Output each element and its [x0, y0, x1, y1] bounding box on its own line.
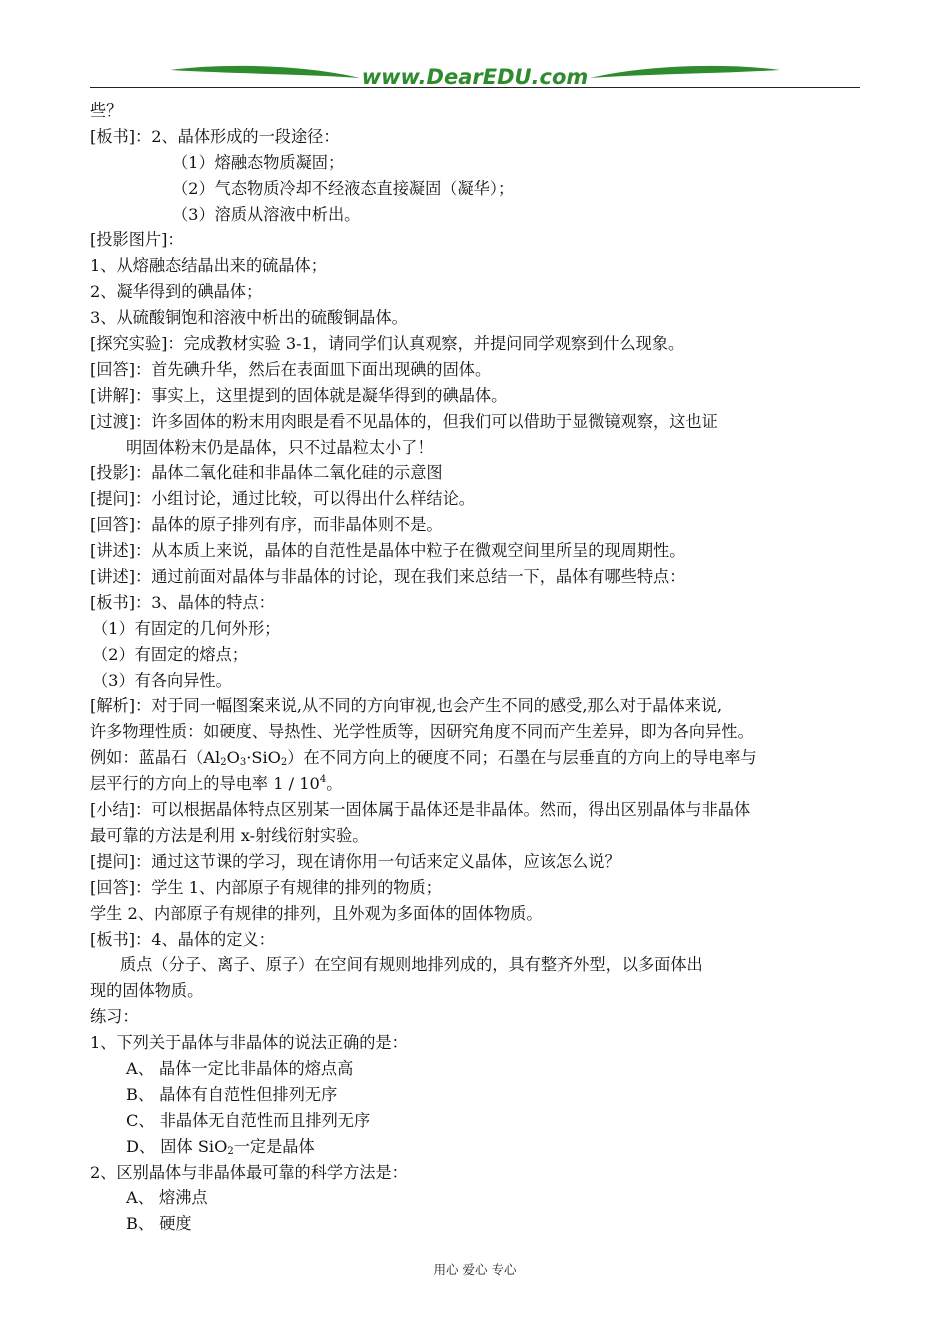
text-line: [探究实验]：完成教材实验 3-1，请同学们认真观察，并提问同学观察到什么现象。 [90, 334, 685, 354]
left-swoosh-icon [170, 66, 360, 78]
text-line: （1）有固定的几何外形； [92, 618, 281, 638]
text-segment: O [226, 748, 240, 768]
text-line: 3、从硫酸铜饱和溶液中析出的硫酸铜晶体。 [90, 308, 408, 328]
text-line: [投影图片]： [90, 230, 184, 250]
header-rule [90, 87, 860, 88]
text-segment: 层平行的方向上的导电率 1 / 10 [90, 774, 320, 794]
option-line: A、 熔沸点 [126, 1188, 208, 1208]
option-line: B、 硬度 [126, 1214, 192, 1234]
text-line: 练习： [90, 1007, 139, 1027]
swoosh-logo [90, 58, 860, 94]
site-name: www.DearEDU.com [361, 65, 589, 89]
subscript: 3 [239, 757, 247, 769]
text-line: [回答]：学生 1、内部原子有规律的排列的物质； [90, 877, 442, 897]
text-line: （1）熔融态物质凝固； [172, 152, 345, 172]
subscript: 2 [227, 1145, 234, 1157]
text-line: 2、凝华得到的碘晶体； [90, 282, 263, 302]
option-line: B、 晶体有自范性但排列无序 [126, 1084, 338, 1104]
text-line: [讲解]：事实上，这里提到的固体就是凝华得到的碘晶体。 [90, 385, 508, 405]
subscript: 2 [220, 757, 227, 769]
text-segment: ）在不同方向上的硬度不同；石墨在与层垂直的方向上的导电率与 [287, 748, 757, 768]
text-line: [板书]：3、晶体的特点： [90, 592, 275, 612]
text-line: 最可靠的方法是利用 x-射线衍射实验。 [90, 825, 369, 845]
text-line: [回答]：晶体的原子排列有序，而非晶体则不是。 [90, 515, 443, 535]
text-line: 许多物理性质：如硬度、导热性、光学性质等，因研究角度不同而产生差异，即为各向异性。 [90, 722, 754, 742]
text-line: [板书]：2、晶体形成的一段途径： [90, 126, 340, 146]
text-line: [板书]：4、晶体的定义： [90, 929, 275, 949]
text-line: [回答]：首先碘升华，然后在表面皿下面出现碘的固体。 [90, 359, 492, 379]
text-line: [讲述]：通过前面对晶体与非晶体的讨论，现在我们来总结一下，晶体有哪些特点： [90, 567, 686, 587]
page-footer: 用心 爱心 专心 [433, 1262, 517, 1277]
option-line: C、 非晶体无自范性而且排列无序 [126, 1110, 371, 1130]
text-line: （3）有各向异性。 [92, 670, 232, 690]
text-segment: D、 固体 SiO [126, 1136, 228, 1156]
text-line: 学生 2、内部原子有规律的排列，且外观为多面体的固体物质。 [90, 903, 543, 923]
option-line: A、 晶体一定比非晶体的熔点高 [126, 1058, 354, 1078]
text-line: [提问]：通过这节课的学习，现在请你用一句话来定义晶体，应该怎么说？ [90, 851, 621, 871]
right-swoosh-icon [590, 66, 780, 78]
text-line: 质点（分子、离子、原子）在空间有规则地排列成的，具有整齐外型，以多面体出 [120, 955, 703, 975]
text-line: [讲述]：从本质上来说，晶体的自范性是晶体中粒子在微观空间里所呈的现周期性。 [90, 541, 686, 561]
text-line: （3）溶质从溶液中析出。 [172, 204, 361, 224]
text-line: 现的固体物质。 [90, 981, 204, 1001]
text-line: [小结]：可以根据晶体特点区别某一固体属于晶体还是非晶体。然而，得出区别晶体与非晶体 [90, 800, 751, 820]
text-line: 些？ [90, 101, 123, 120]
text-line: 明固体粉末仍是晶体，只不过晶粒太小了！ [126, 437, 434, 457]
text-line: [提问]：小组讨论，通过比较，可以得出什么样结论。 [90, 489, 475, 509]
superscript: 4 [319, 774, 327, 786]
text-line: （2）气态物质冷却不经液态直接凝固（凝华）； [172, 178, 515, 198]
text-line: [过渡]：许多固体的粉末用肉眼是看不见晶体的，但我们可以借助于显微镜观察，这也证 [90, 411, 718, 431]
page-header [90, 58, 860, 94]
formula-line [90, 745, 870, 771]
subscript: 2 [280, 757, 288, 769]
document-body [90, 98, 870, 1237]
text-segment: 。 [326, 774, 343, 794]
text-line: 2、区别晶体与非晶体最可靠的科学方法是： [90, 1162, 408, 1182]
text-line: 1、下列关于晶体与非晶体的说法正确的是： [90, 1033, 408, 1053]
text-line: [投影]：晶体二氧化硅和非晶体二氧化硅的示意图 [90, 463, 443, 483]
option-line [90, 1134, 870, 1160]
text-line: （2）有固定的熔点； [92, 644, 248, 664]
formula-line [90, 771, 870, 797]
text-segment: 例如：蓝晶石（Al [90, 748, 221, 768]
text-segment: ·SiO [246, 748, 281, 768]
text-line: [解析]：对于同一幅图案来说,从不同的方向审视,也会产生不同的感受,那么对于晶体来说, [90, 696, 723, 716]
text-line: 1、从熔融态结晶出来的硫晶体； [90, 256, 327, 276]
text-segment: 一定是晶体 [233, 1136, 315, 1156]
